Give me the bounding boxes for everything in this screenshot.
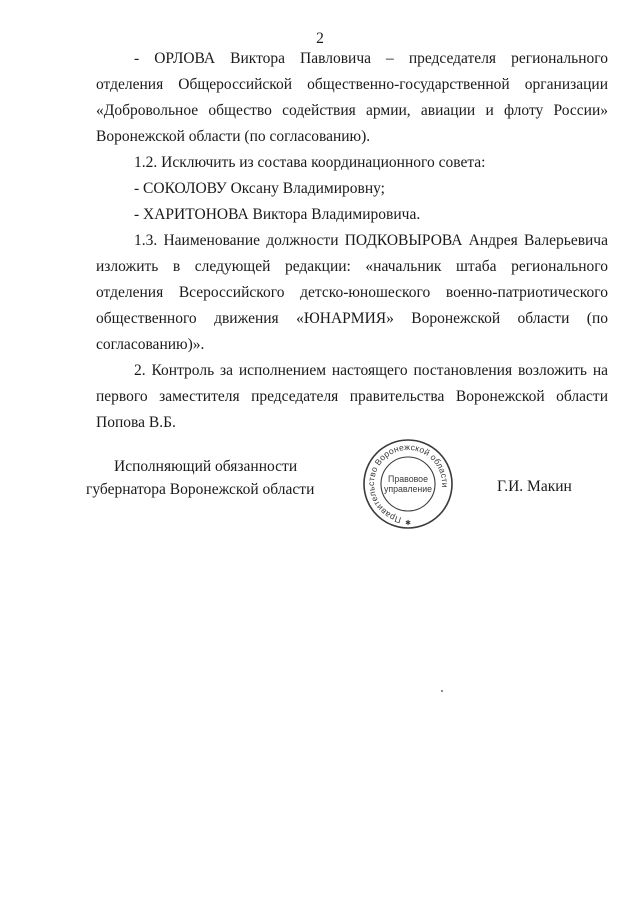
paragraph-exclude-heading: 1.2. Исключить из состава координационного совета: (134, 154, 486, 171)
paragraph-podkovyrov: 1.3. Наименование должности ПОДКОВЫРОВА Андрея Валерьевича изложить в следующей редакции: «начальник штаба регионального отделения Всероссийского детско-юношеского военно-патриотического общественного движения «ЮНАРМИЯ» Воронежской области (по согласованию)». (96, 232, 608, 353)
seal-ring-text: Правительство Воронежской области (365, 441, 451, 526)
signature-block (0, 441, 640, 532)
signatory-title-line1: Исполняющий обязанности (114, 458, 298, 475)
seal-center-line1: Правовое (388, 474, 428, 484)
paragraph-orlov: - ОРЛОВА Виктора Павловича – председателя регионального отделения Общероссийской общественно-государственной организации «Добровольное общество содействия армии, авиации и флоту России» Воронежской области (по согласованию). (96, 50, 608, 145)
paragraph-kharitonov: - ХАРИТОНОВА Виктора Владимировича. (134, 206, 421, 223)
official-seal-stamp (358, 436, 458, 532)
signatory-title (86, 455, 314, 501)
scan-speck (441, 690, 443, 692)
signatory-title-line2: губернатора Воронежской области (86, 481, 315, 498)
paragraph-control: 2. Контроль за исполнением настоящего постановления возложить на первого заместителя председателя правительства Воронежской области Попова В.Б. (96, 362, 608, 431)
paragraph-sokolova: - СОКОЛОВУ Оксану Владимировну; (134, 180, 385, 197)
seal-center-line2: управление (383, 484, 433, 494)
page-number: 2 (316, 30, 324, 47)
signatory-name: Г.И. Макин (497, 478, 572, 495)
seal-star-icon: ✱ (405, 519, 411, 527)
document-body (96, 46, 608, 436)
